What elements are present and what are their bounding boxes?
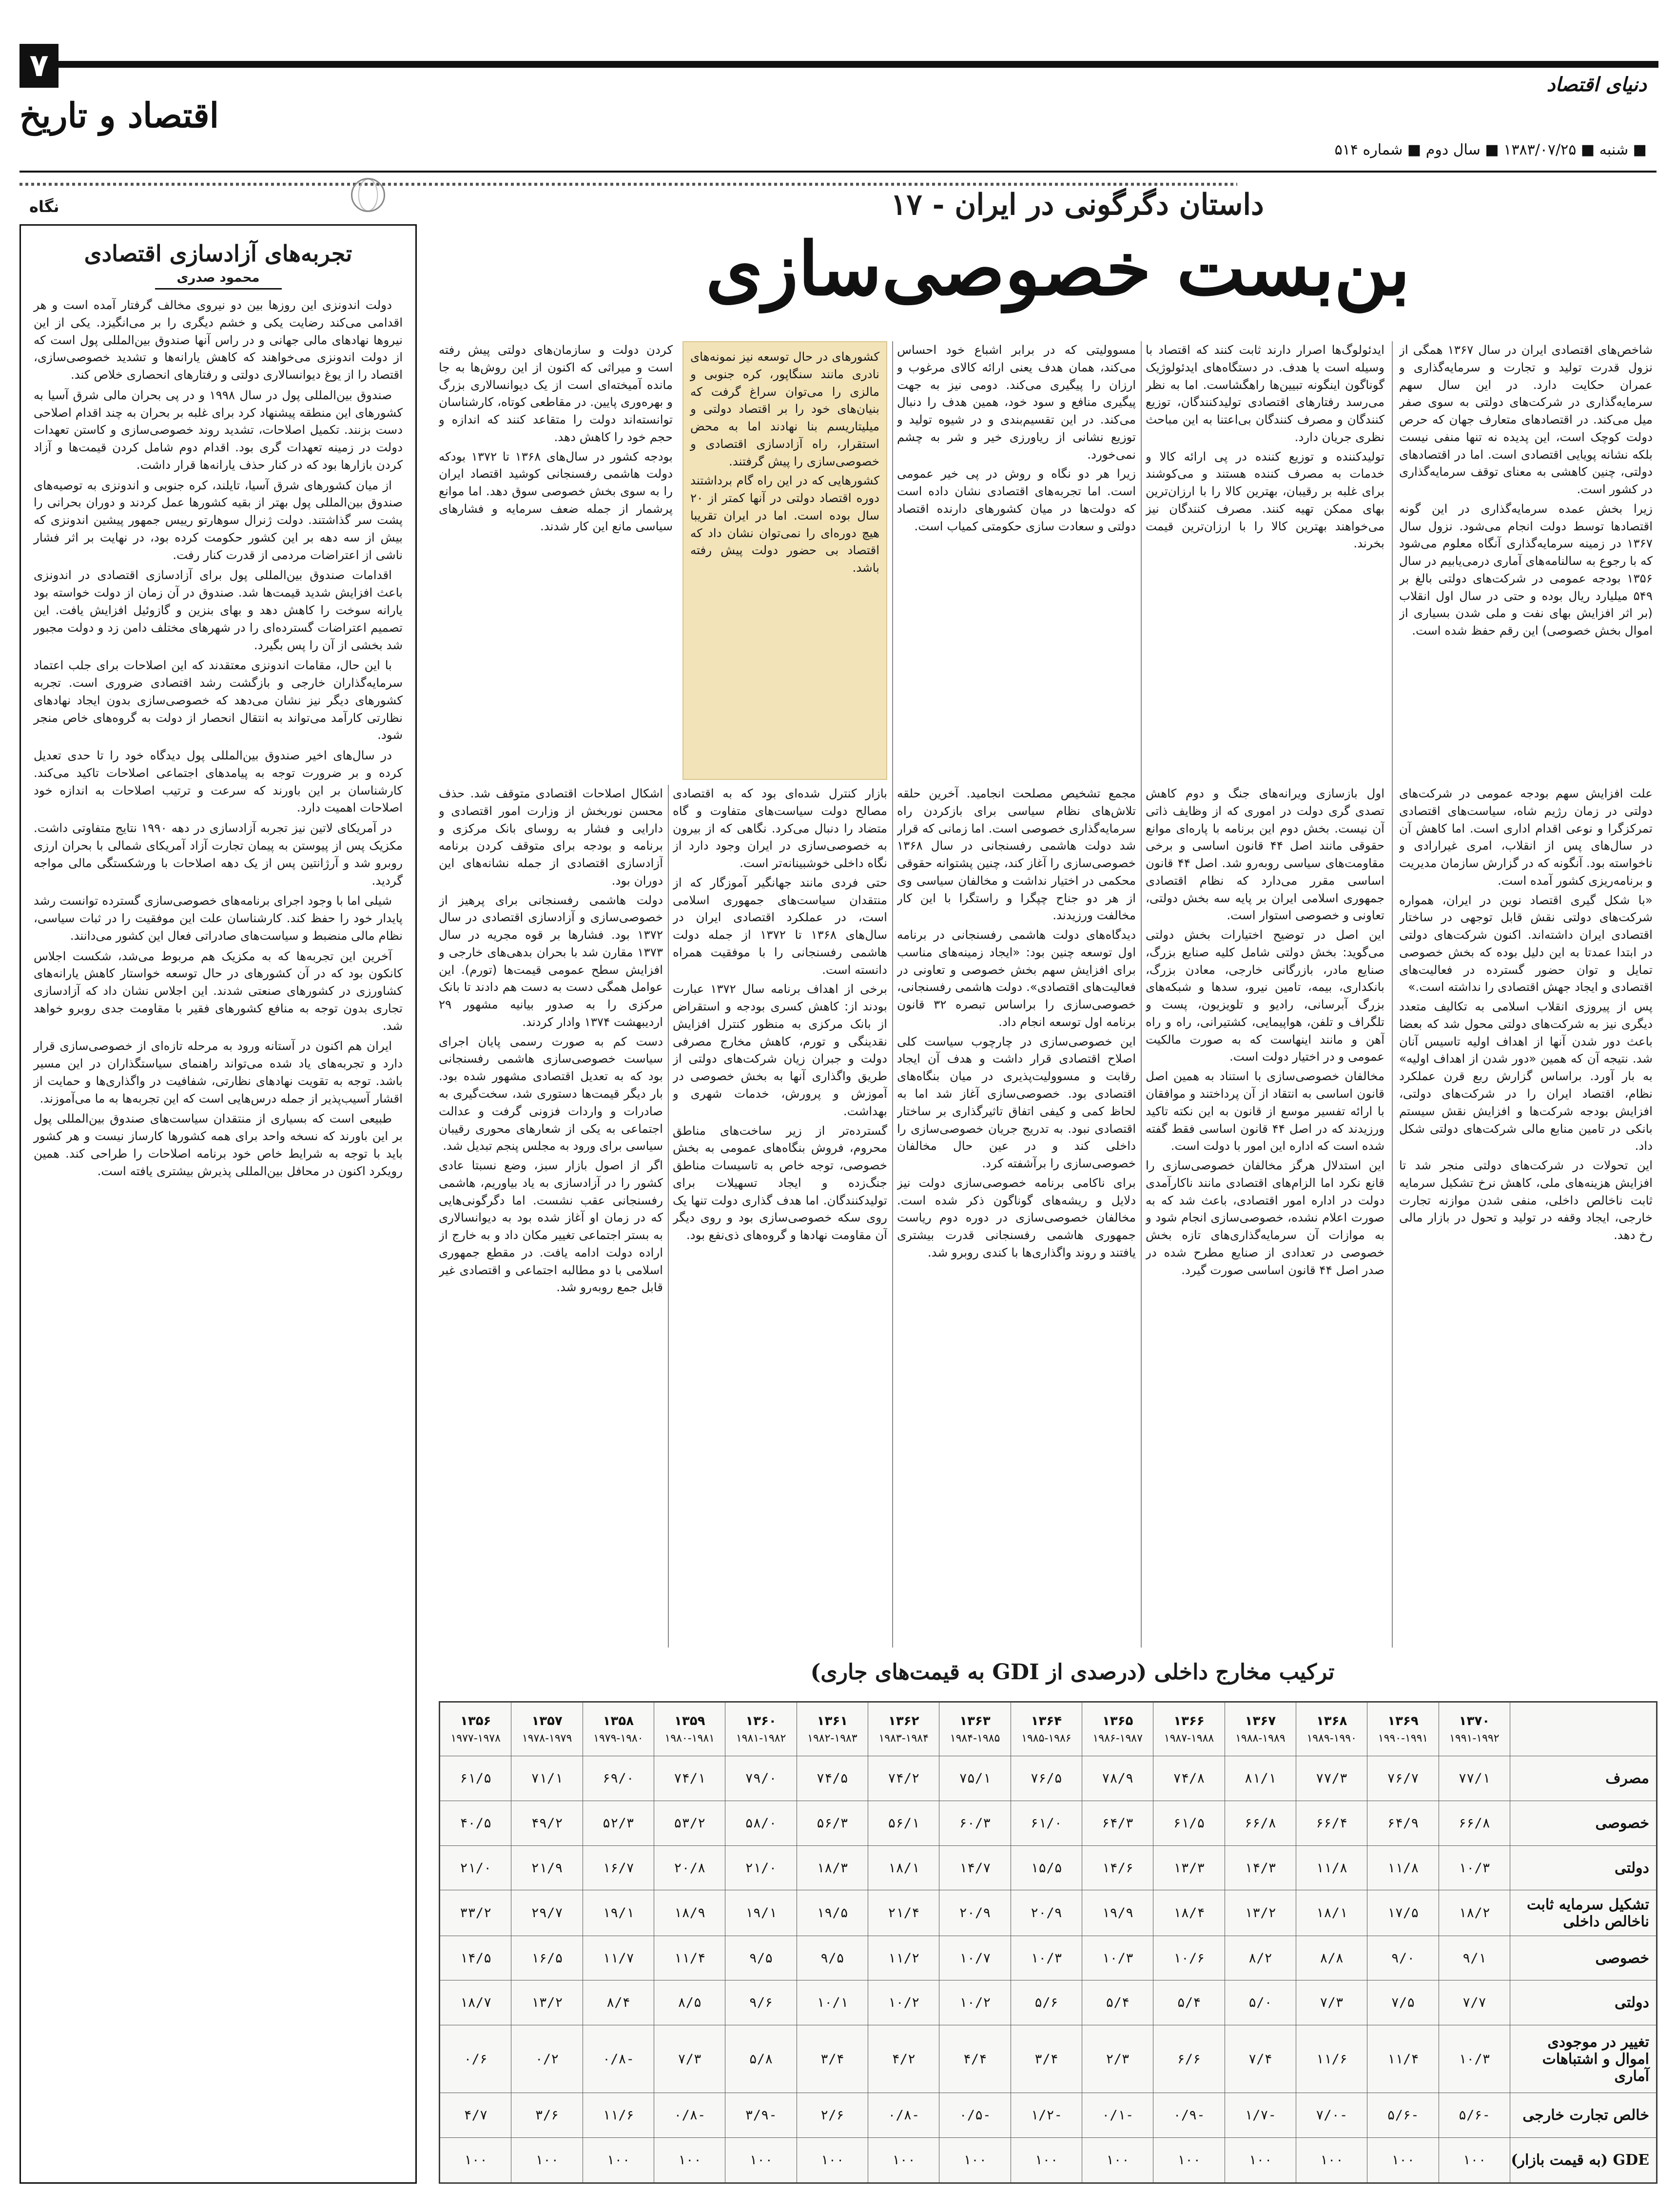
table-corner — [1510, 1703, 1657, 1756]
table-cell: ۱۴/۶ — [1082, 1845, 1153, 1890]
table-cell: ۷۶/۷ — [1367, 1756, 1439, 1801]
table-cell: ۰/۲ — [511, 2025, 583, 2093]
table-cell: ۷۷/۳ — [1296, 1756, 1367, 1801]
paragraph: مخالفان خصوصی‌سازی با استناد به همین اصل قانون اساسی به انتقاد از آن پرداختند و موافقان با ارائه تفسیر موسع از قانون به این نکته تاکید ورزیدند که در اصل ۴۴ قانون اساسی فقط گفته شده است که اداره این امور با دولت است. — [1146, 1069, 1384, 1153]
table-cell: ۱۰/۶ — [1153, 1936, 1225, 1980]
table-cell: ۸/۵ — [654, 1980, 725, 2025]
table-cell: ۷۴/۲ — [868, 1756, 939, 1801]
article-highlight-box — [682, 341, 887, 780]
table-cell: -۱/۲ — [1011, 2093, 1082, 2138]
table-header-row — [440, 1703, 1657, 1756]
table-cell: ۷۱/۱ — [511, 1756, 583, 1801]
table-cell: ۰/۶ — [440, 2025, 511, 2093]
table-cell: ۱۱/۲ — [868, 1936, 939, 1980]
year-range: ۱۹۸۵-۱۹۸۶ — [1021, 1732, 1072, 1745]
year-header — [1367, 1703, 1439, 1756]
table-cell: -۱/۷ — [1225, 2093, 1296, 2138]
table-cell: ۱۰/۱ — [797, 1980, 868, 2025]
section-title: اقتصاد و تاریخ — [19, 95, 219, 136]
table-cell: ۸/۲ — [1225, 1936, 1296, 1980]
table-cell: ۵/۸ — [725, 2025, 797, 2093]
table-cell: ۱۴/۵ — [440, 1936, 511, 1980]
row-label: دولتی — [1510, 1980, 1657, 2025]
paragraph: شاخص‌های اقتصادی ایران در سال ۱۳۶۷ همگی از نزول قدرت تولید و تجارت و سرمایه‌گذاری و عمران حکایت دارد. در این سال سهم سرمایه‌گذاری در شرکت‌های دولتی به سوی صفر میل می‌کند. در اقتصادهای متعارف جهان که حرص دولت کوچک است، این پدیده نه تنها منفی نیست بلکه نشانه پویایی اقتصادی است. اما در اقتصادهای دولتی، چنین کاهشی به معنای توقف سرمایه‌گذاری در کشور است. — [1399, 343, 1653, 497]
year-header — [511, 1703, 583, 1756]
paragraph: بودجه کشور در سال‌های ۱۳۶۸ تا ۱۳۷۲ بودکه دولت هاشمی رفسنجانی کوشید اقتصاد ایران را به سوی بخش خصوصی سوق دهد. اما موانع پرشمار از جمله ضعف سرمایه و فشارهای سیاسی مانع این کار شدند. — [439, 449, 673, 533]
lower-column-2 — [1146, 785, 1384, 1652]
table-cell: ۱۵/۵ — [1011, 1845, 1082, 1890]
table-row — [440, 2093, 1657, 2138]
paragraph: اقدامات صندوق بین‌المللی پول برای آزادسازی اقتصادی در اندونزی باعث افزایش شدید قیمت‌ها شد. صندوق در آن زمان از دولت خواسته بود یارانه سوخت را کاهش دهد و بهای بنزین و گازوئیل افزایش یافت. این تصمیم اعتراضات گسترده‌ای را در شهرهای مختلف دامن زد و دولت مجبور شد بخشی از آن را پس بگیرد. — [34, 568, 403, 652]
table-cell: ۹/۵ — [725, 1936, 797, 1980]
year-header — [725, 1703, 797, 1756]
year-header — [1225, 1703, 1296, 1756]
issue-line: ■ شنبه ■ ۱۳۸۳/۰۷/۲۵ ■ سال دوم ■ شماره ۵۱۴ — [1334, 141, 1647, 158]
expenditure-table — [439, 1701, 1657, 2184]
table-cell: ۱۸/۹ — [654, 1890, 725, 1936]
table-cell: ۱۱/۸ — [1367, 1845, 1439, 1890]
table-row — [440, 1980, 1657, 2025]
table-cell: ۹/۱ — [1439, 1936, 1510, 1980]
table-cell: ۱۱/۶ — [1296, 2025, 1367, 2093]
paragraph: کشورهایی که در این راه گام برداشتند دوره اقتصاد دولتی در آنها کمتر از ۲۰ سال بوده است. اما در ایران تقریبا هیچ دوره‌ای را نمی‌توان نشان داد که اقتصاد بی حضور دولت پیش رفته باشد. — [690, 473, 879, 575]
paragraph: دولت هاشمی رفسنجانی برای پرهیز از خصوصی‌سازی و آزادسازی اقتصادی در سال ۱۳۷۲ بود. فشارها بر قوه مجریه در سال ۱۳۷۳ مقارن شد با بحران بدهی‌های خارجی و افزایش سطح عمومی قیمت‌ها (تورم). این عوامل همگی دست به دست هم دادند تا بانک مرکزی را به صدور بیانیه مشهور ۲۹ اردیبهشت ۱۳۷۴ وادار کردند. — [439, 893, 663, 1029]
article-column-3 — [897, 341, 1136, 780]
table-cell: ۱۷/۵ — [1367, 1890, 1439, 1936]
lower-column-3 — [897, 785, 1136, 1652]
table-cell: ۷/۷ — [1439, 1980, 1510, 2025]
table-cell: ۲/۶ — [797, 2093, 868, 2138]
year-range: ۱۹۷۷-۱۹۷۸ — [450, 1732, 501, 1745]
table-cell: ۱۱/۴ — [1367, 2025, 1439, 2093]
paragraph: این اصل در توضیح اختیارات بخش دولتی می‌گوید: بخش دولتی شامل کلیه صنایع بزرگ، صنایع مادر، بازرگانی خارجی، معادن بزرگ، بانکداری، بیمه، تامین نیرو، سدها و شبکه‌های بزرگ آبرسانی، رادیو و تلویزیون، پست و تلگراف و تلفن، هواپیمایی، کشتیرانی، راه و راه آهن و مانند اینهاست که به صورت مالکیت عمومی و در اختیار دولت است. — [1146, 928, 1384, 1064]
year-header — [868, 1703, 939, 1756]
table-row — [440, 1890, 1657, 1936]
table-cell: ۳/۶ — [511, 2093, 583, 2138]
year-range: ۱۹۸۶-۱۹۸۷ — [1092, 1732, 1143, 1745]
table-cell: ۵۲/۳ — [583, 1801, 654, 1845]
table-title: ترکیب مخارج داخلی (درصدی از GDI به قیمت‌های جاری) — [810, 1660, 1335, 1685]
table-cell: ۷۷/۱ — [1439, 1756, 1510, 1801]
year-label: ۱۳۶۰ — [745, 1714, 777, 1728]
table-cell: ۱۱/۴ — [654, 1936, 725, 1980]
article-column-2 — [1146, 341, 1384, 780]
table-cell: ۱۹/۱ — [583, 1890, 654, 1936]
paragraph: ایران هم اکنون در آستانه ورود به مرحله تازه‌ای از خصوصی‌سازی قرار دارد و تجربه‌های یاد شده می‌تواند راهنمای سیاستگذاران در این مسیر باشد. توجه به تقویت نهادهای نظارتی، شفافیت در واگذاری‌ها و حمایت از اقشار آسیب‌پذیر از جمله درس‌هایی است که این تجربه‌ها به ما می‌آموزند. — [34, 1039, 403, 1106]
column-rule — [1392, 341, 1393, 1648]
table-cell: ۱۰۰ — [1439, 2138, 1510, 2183]
year-label: ۱۳۶۱ — [817, 1714, 848, 1728]
sidebar-box — [19, 224, 417, 2184]
table-cell: ۷/۳ — [654, 2025, 725, 2093]
paragraph: «با شکل گیری اقتصاد نوین در ایران، همواره شرکت‌های دولتی نقش قابل توجهی در ساختار اقتصادی ایران داشته‌اند. اکنون شرکت‌های دولتی در ابتدا عمدتا به این دلیل بوده که بخش خصوصی تمایل و توان حضور گسترده در فعالیت‌های اقتصادی و ایجاد جهش اقتصادی را نداشته است.» — [1399, 893, 1653, 994]
table-cell: ۹/۰ — [1367, 1936, 1439, 1980]
table-cell: -۰/۵ — [939, 2093, 1011, 2138]
year-header — [797, 1703, 868, 1756]
row-label: خالص تجارت خارجی — [1510, 2093, 1657, 2138]
table-cell: ۱۰/۳ — [1439, 1845, 1510, 1890]
table-cell: -۰/۸ — [583, 2025, 654, 2093]
paragraph: از میان کشورهای شرق آسیا، تایلند، کره جنوبی و اندونزی به توصیه‌های صندوق بین‌المللی پول بهتر از بقیه کشورها عمل کردند و دوران بحرانی را پشت سر گذاشتند. دولت ژنرال سوهارتو رییس جمهور پیشین اندونزی که بیش از سه دهه بر این کشور حکومت کرده بود، در نهایت بر اثر فشار ناشی از اعتراضات مردمی از قدرت کنار رفت. — [34, 478, 403, 562]
table-cell: ۵۳/۲ — [654, 1801, 725, 1845]
paragraph: کردن دولت و سازمان‌های دولتی پیش رفته است و میراثی که اکنون از این روش‌ها به جا مانده آمیخته‌ای است از یک دیوانسالاری بزرگ و بهره‌وری پایین. در مقاطعی کوتاه، کارشناسان توانسته‌اند دولت را متقاعد کنند که اندازه و حجم خود را کاهش دهد. — [439, 343, 673, 444]
table-cell: ۴/۷ — [440, 2093, 511, 2138]
table-cell: ۱۰۰ — [725, 2138, 797, 2183]
table-cell: ۱۸/۱ — [1296, 1890, 1367, 1936]
table-cell: ۱۰/۷ — [939, 1936, 1011, 1980]
paragraph: گسترده‌تر از زیر ساخت‌های مناطق محروم، فروش بنگاه‌های عمومی به بخش خصوصی، توجه خاص به تاسیسات مناطق جنگ‌زده و ایجاد تسهیلات برای تولیدکنندگان. اما هدف گذاری دولت تنها یک روی سکه خصوصی‌سازی بود و روی دیگر آن مقاومت نهادها و گروه‌های ذی‌نفع بود. — [673, 1123, 887, 1242]
table-cell: ۱۴/۳ — [1225, 1845, 1296, 1890]
table-cell: ۷۴/۵ — [797, 1756, 868, 1801]
paragraph: شیلی اما با وجود اجرای برنامه‌های خصوصی‌سازی گسترده توانست رشد پایدار خود را حفظ کند. کارشناسان علت این موفقیت را در ثبات سیاسی، نظام مالی منضبط و سیاست‌های صادراتی فعال این کشور می‌دانند. — [34, 893, 403, 943]
row-label: GDE (به قیمت بازار) — [1510, 2138, 1657, 2183]
issue-rule — [19, 171, 1657, 173]
year-range: ۱۹۸۰-۱۹۸۱ — [664, 1732, 715, 1745]
table-cell: ۷۴/۸ — [1153, 1756, 1225, 1801]
year-header — [1082, 1703, 1153, 1756]
table-cell: ۱۰۰ — [1011, 2138, 1082, 2183]
paragraph: زیرا هر دو نگاه و روش در پی خیر عمومی است. اما تجربه‌های اقتصادی نشان داده است که دولت‌ها در میان کشورهای دارنده اقتصاد دولتی و سعادت سازی حکومتی کمیاب است. — [897, 466, 1136, 533]
table-cell: ۶۶/۸ — [1225, 1801, 1296, 1845]
paragraph: پس از پیروزی انقلاب اسلامی به تکالیف متعدد دیگری نیز به شرکت‌های دولتی محول شد که بعضا باعث دور شدن آنها از اهداف اولیه تاسیس آنان شد. نتیجه آن که همین «دور شدن از اهداف اولیه» به بار آورد. براساس گزارش ربع قرن عملکرد نظام، اقتصاد ایران را در شرکت‌های دولتی، افزایش بودجه شرکت‌ها و افزایش نقش سیستم بانکی در تامین منابع مالی شرکت‌های دولتی شکل داد. — [1399, 999, 1653, 1153]
table-cell: ۷/۳ — [1296, 1980, 1367, 2025]
year-range: ۱۹۸۳-۱۹۸۴ — [878, 1732, 929, 1745]
table-cell: ۱۸/۱ — [868, 1845, 939, 1890]
table-cell: -۰/۸ — [868, 2093, 939, 2138]
table-cell: ۸/۴ — [583, 1980, 654, 2025]
year-range: ۱۹۷۸-۱۹۷۹ — [522, 1732, 572, 1745]
lower-column-4 — [673, 785, 887, 1652]
column-rule — [1141, 341, 1142, 1648]
table-cell: ۱۴/۷ — [939, 1845, 1011, 1890]
year-header — [583, 1703, 654, 1756]
dotted-divider — [19, 183, 1237, 186]
paragraph: تولیدکننده و توزیع کننده در پی ارائه کالا و خدمات به مصرف کننده هستند و می‌کوشند برای غلبه بر رقیبان، بهترین کالا را با ارزان‌ترین بهای ممکن تهیه کنند. مصرف کنندگان نیز می‌خواهند بهترین کالا را با ارزان‌ترین قیمت بخرند. — [1146, 449, 1384, 551]
table-cell: ۱۹/۱ — [725, 1890, 797, 1936]
table-cell: ۵/۶ — [1011, 1980, 1082, 2025]
table-cell: ۵/۴ — [1153, 1980, 1225, 2025]
table-cell: ۵۶/۱ — [868, 1801, 939, 1845]
table-cell: -۷/۰ — [1296, 2093, 1367, 2138]
table-cell: ۱۰/۳ — [1439, 2025, 1510, 2093]
table-cell: ۱۳/۲ — [1225, 1890, 1296, 1936]
column-label: نگاه — [29, 197, 59, 216]
table-row — [440, 1801, 1657, 1845]
table-cell: ۴/۲ — [868, 2025, 939, 2093]
table-cell: ۲۱/۰ — [440, 1845, 511, 1890]
year-header — [1011, 1703, 1082, 1756]
paragraph: در آمریکای لاتین نیز تجربه آزادسازی در دهه ۱۹۹۰ نتایج متفاوتی داشت. مکزیک پس از پیوستن به پیمان تجارت آزاد آمریکای شمالی با بحران ارزی روبرو شد و آرژانتین پس از یک دهه اصلاحات با ورشکستگی مالی مواجه گردید. — [34, 821, 403, 888]
paragraph: اگر از اصول بازار سبز، وضع نسبتا عادی کشور را در آزادسازی به یاد بیاوریم، هاشمی رفسنجانی عقب نشست. اما دگرگونی‌هایی که در زمان او آغاز شده بود به دیوانسالاری به بستر اجتماعی تغییر مکان داد و به خارج از اراده دولت ادامه یافت. در مقطع جمهوری اسلامی با دو مطالبه اجتماعی و اقتصادی غیر قابل جمع روبه‌رو شد. — [439, 1158, 663, 1295]
table-cell: ۱۰۰ — [1082, 2138, 1153, 2183]
table-cell: ۵/۴ — [1082, 1980, 1153, 2025]
table-cell: ۱۰۰ — [868, 2138, 939, 2183]
table-cell: -۵/۶ — [1367, 2093, 1439, 2138]
row-label: مصرف — [1510, 1756, 1657, 1801]
table-cell: -۳/۹ — [725, 2093, 797, 2138]
paragraph: طبیعی است که بسیاری از منتقدان سیاست‌های صندوق بین‌المللی پول بر این باورند که نسخه واحد برای همه کشورها کارساز نیست و هر کشور باید با توجه به شرایط خاص خود برنامه اصلاحات را طراحی کند. همین رویکرد اکنون در محافل بین‌المللی پذیرش بیشتری یافته است. — [34, 1111, 403, 1178]
year-label: ۱۳۶۳ — [959, 1714, 991, 1728]
table-cell: ۳۳/۲ — [440, 1890, 511, 1936]
paragraph: مسوولیتی که در برابر اشباع خود احساس می‌کند، همان هدف یعنی ارائه کالای مرغوب و ارزان را پیگیری می‌کند. دومی نیز به جهت پیگیری منافع و سود خود، همین هدف را دنبال می‌کند. در این تقسیم‌بندی و در شیوه تولید و توزیع نشانی از ریاورزی خیر و شر به چشم نمی‌خورد. — [897, 343, 1136, 462]
table-cell: ۱۰۰ — [1225, 2138, 1296, 2183]
table-cell: ۹/۶ — [725, 1980, 797, 2025]
table-cell: ۶۰/۳ — [939, 1801, 1011, 1845]
table-cell: ۱۰۰ — [583, 2138, 654, 2183]
top-rule — [58, 61, 1658, 68]
year-header — [1296, 1703, 1367, 1756]
year-header — [1439, 1703, 1510, 1756]
table-cell: ۲۱/۰ — [725, 1845, 797, 1890]
year-label: ۱۳۵۷ — [531, 1714, 563, 1728]
year-range: ۱۹۸۷-۱۹۸۸ — [1164, 1732, 1214, 1745]
year-label: ۱۳۷۰ — [1459, 1714, 1490, 1728]
table-cell: ۲/۳ — [1082, 2025, 1153, 2093]
table-cell: ۲۰/۹ — [1011, 1890, 1082, 1936]
table-cell: ۶۴/۳ — [1082, 1801, 1153, 1845]
table-cell: ۷۹/۰ — [725, 1756, 797, 1801]
table-row — [440, 1845, 1657, 1890]
table-cell: ۱۰۰ — [440, 2138, 511, 2183]
paragraph: برخی از اهداف برنامه سال ۱۳۷۲ عبارت بودند از: کاهش کسری بودجه و استقراض از بانک مرکزی به منظور کنترل افزایش نقدینگی و تورم، کاهش مخارج مصرفی دولت و جبران زیان شرکت‌های دولتی از طریق واگذاری آنها به بخش خصوصی در آموزش و پرورش، خدمات شهری و بهداشت. — [673, 982, 887, 1118]
article-headline: بن‌بست خصوصی‌سازی — [705, 226, 1410, 312]
year-label: ۱۳۶۹ — [1387, 1714, 1419, 1728]
sidebar-author: محمود صدری — [176, 271, 260, 285]
paragraph: برای ناکامی برنامه خصوصی‌سازی دولت نیز دلایل و ریشه‌های گوناگون ذکر شده است. مخالفان خصوصی‌سازی در دوره دوم ریاست جمهوری هاشمی رفسنجانی قدرت بیشتری یافتند و روند واگذاری‌ها با کندی روبرو شد. — [897, 1175, 1136, 1260]
table-row — [440, 1756, 1657, 1801]
table-cell: ۱۰/۳ — [1082, 1936, 1153, 1980]
table-cell: -۵/۶ — [1439, 2093, 1510, 2138]
paragraph: این استدلال هرگز مخالفان خصوصی‌سازی را قانع نکرد اما الزام‌های اقتصادی مانند ناکارآمدی دولت در اداره امور اقتصادی، باعث شد که به صورت اعلام نشده، خصوصی‌سازی انجام شود و به موازات آن سرمایه‌گذاری‌های تازه بخش خصوصی در تعدادی از صنایع مطرح شده در صدر اصل ۴۴ قانون اساسی صورت گیرد. — [1146, 1158, 1384, 1277]
row-label: خصوصی — [1510, 1801, 1657, 1845]
paragraph: با این حال، مقامات اندونزی معتقدند که این اصلاحات برای جلب اعتماد سرمایه‌گذاران خارجی و بازگشت رشد اقتصادی ضروری است. تجربه کشورهای دیگر نیز نشان می‌دهد که خصوصی‌سازی بدون ایجاد نهادهای نظارتی کارآمد می‌تواند به انتقال انحصار از دولت به گروه‌های خاص منجر شود. — [34, 658, 403, 742]
table-cell: ۱۰۰ — [797, 2138, 868, 2183]
lower-column-5 — [439, 785, 663, 1652]
table-cell: ۱۸/۴ — [1153, 1890, 1225, 1936]
table-cell: ۵۸/۰ — [725, 1801, 797, 1845]
table-cell: ۱۰۰ — [939, 2138, 1011, 2183]
table-cell: ۴۹/۲ — [511, 1801, 583, 1845]
row-label: خصوصی — [1510, 1936, 1657, 1980]
table-cell: ۱۸/۷ — [440, 1980, 511, 2025]
paragraph: اشکال اصلاحات اقتصادی متوقف شد. حذف محسن نوربخش از وزارت امور اقتصادی و دارایی و فشار به روسای بانک مرکزی و برنامه و بودجه برای متوقف کردن برنامه آزادسازی اقتصادی از جمله نشانه‌های این دوران بود. — [439, 786, 663, 888]
year-label: ۱۳۵۹ — [674, 1714, 705, 1728]
table-row — [440, 1936, 1657, 1980]
table-cell: ۳/۴ — [1011, 2025, 1082, 2093]
table-cell: ۶۴/۹ — [1367, 1801, 1439, 1845]
table-body — [440, 1756, 1657, 2183]
year-range: ۱۹۸۲-۱۹۸۳ — [807, 1732, 857, 1745]
paragraph: حتی فردی مانند جهانگیر آموزگار که از منتقدان سیاست‌های جمهوری اسلامی است، در عملکرد اقتصادی ایران در سال‌های ۱۳۶۸ تا ۱۳۷۲ از جمله دولت هاشمی رفسنجانی را با موفقیت همراه دانسته است. — [673, 875, 887, 977]
table-cell: ۱۰/۲ — [939, 1980, 1011, 2025]
table-cell: ۶۱/۵ — [1153, 1801, 1225, 1845]
table-cell: ۴/۴ — [939, 2025, 1011, 2093]
sidebar-title: تجربه‌های آزادسازی اقتصادی — [84, 240, 352, 267]
year-header — [440, 1703, 511, 1756]
column-rule — [892, 341, 893, 1648]
table-cell: ۷/۴ — [1225, 2025, 1296, 2093]
table-cell: ۴۰/۵ — [440, 1801, 511, 1845]
table-cell: ۶۱/۰ — [1011, 1801, 1082, 1845]
table-cell: ۶۹/۰ — [583, 1756, 654, 1801]
paragraph: صندوق بین‌المللی پول در سال ۱۹۹۸ و در پی بحران مالی شرق آسیا به کشورهای این منطقه پیشنهاد کرد برای غلبه بر بحران به چند اقدام اصلاحی دست بزنند. تکمیل اصلاحات، تشدید روند خصوصی‌سازی و کاستن تعهدات دولت در زمینه تعهدات گری بود. اقدام دوم شامل کردن قیمت‌ها و آزاد کردن بازارها بود که در کنار حذف یارانه‌ها قرار داشت. — [34, 388, 403, 472]
paragraph: این تحولات در شرکت‌های دولتی منجر شد تا افزایش هزینه‌های ملی، کاهش نرخ تشکیل سرمایه ثابت ناخالص داخلی، منفی شدن موازنه تجارت خارجی، ایجاد وقفه در تولید و تحول در بازار مالی رخ دهد. — [1399, 1158, 1653, 1242]
table-cell: ۸/۸ — [1296, 1936, 1367, 1980]
sidebar-body — [34, 296, 403, 1180]
paragraph: دیدگاه‌های دولت هاشمی رفسنجانی در برنامه اول توسعه چنین بود: «ایجاد زمینه‌های مناسب برای افزایش سهم بخش خصوصی و تعاونی در فعالیت‌های اقتصادی». دولت هاشمی رفسنجانی، خصوصی‌سازی را براساس تبصره ۳۲ قانون برنامه اول توسعه انجام داد. — [897, 928, 1136, 1029]
article-column-5 — [439, 341, 673, 780]
paragraph: آخرین این تجربه‌ها که به مکزیک هم مربوط می‌شد، شکست اجلاس کانکون بود که در آن کشورهای در حال توسعه خواستار کاهش یارانه‌های کشاورزی در کشورهای صنعتی شدند. این اجلاس نشان داد که آزادسازی تجاری بدون توجه به منافع کشورهای فقیر با مقاومت جدی روبرو خواهد شد. — [34, 949, 403, 1033]
year-range: ۱۹۸۴-۱۹۸۵ — [950, 1732, 1000, 1745]
table-cell: ۶۶/۸ — [1439, 1801, 1510, 1845]
table-cell: ۵۶/۳ — [797, 1801, 868, 1845]
year-range: ۱۹۸۱-۱۹۸۲ — [736, 1732, 786, 1745]
table-row — [440, 2138, 1657, 2183]
table-cell: ۷۵/۱ — [939, 1756, 1011, 1801]
table-cell: ۱۰۰ — [1367, 2138, 1439, 2183]
table-cell: ۱۰۰ — [1296, 2138, 1367, 2183]
paragraph: دست کم به صورت رسمی پایان اجرای سیاست خصوصی‌سازی هاشمی رفسنجانی بود که به تعدیل اقتصادی مشهور شده بود. بار دیگر قیمت‌ها دستوری شد، سخت‌گیری به صادرات و واردات فزونی گرفت و عدالت اجتماعی به یکی از شعارهای محوری رقیبان سیاسی برای ورود به مجلس پنجم تبدیل شد. — [439, 1034, 663, 1153]
table-cell: ۱۱/۶ — [583, 2093, 654, 2138]
table-cell: ۱۶/۵ — [511, 1936, 583, 1980]
year-header — [654, 1703, 725, 1756]
table-cell: -۰/۹ — [1153, 2093, 1225, 2138]
table-cell: ۱۳/۳ — [1153, 1845, 1225, 1890]
year-label: ۱۳۵۸ — [603, 1714, 634, 1728]
year-label: ۱۳۶۵ — [1102, 1714, 1133, 1728]
table-cell: ۱۹/۵ — [797, 1890, 868, 1936]
paragraph: اول بازسازی ویرانه‌های جنگ و دوم کاهش تصدی گری دولت در اموری که از وظایف ذاتی آن نیست. بخش دوم این برنامه با پاره‌ای موانع حقوقی مانند اصل ۴۴ قانون اساسی و برخی مقاومت‌های سیاسی روبه‌رو شد. اصل ۴۴ قانون اساسی مقرر می‌دارد که نظام اقتصادی جمهوری اسلامی ایران بر پایه سه بخش دولتی، تعاونی و خصوصی استوار است. — [1146, 786, 1384, 923]
table-cell: ۸۱/۱ — [1225, 1756, 1296, 1801]
row-label: تغییر در موجودی اموال و اشتباهات آماری — [1510, 2025, 1657, 2093]
table-cell: ۷۸/۹ — [1082, 1756, 1153, 1801]
table-cell: ۲۱/۴ — [868, 1890, 939, 1936]
table-cell: ۱۸/۳ — [797, 1845, 868, 1890]
paragraph: علت افزایش سهم بودجه عمومی در شرکت‌های دولتی در زمان رژیم شاه، سیاست‌های اقتصادی تمرکزگرا و نوعی اقدام اداری است. اما کاهش آن در سال‌های پس از انقلاب، امری غیرارادی و ناخواسته بود. آنگونه که در گزارش سازمان مدیریت و برنامه‌ریزی کشور آمده است. — [1399, 786, 1653, 888]
row-label: دولتی — [1510, 1845, 1657, 1890]
year-label: ۱۳۶۲ — [888, 1714, 919, 1728]
year-header — [939, 1703, 1011, 1756]
table-cell: ۱۶/۷ — [583, 1845, 654, 1890]
year-label: ۱۳۵۶ — [460, 1714, 491, 1728]
table-cell: ۶۱/۵ — [440, 1756, 511, 1801]
table-cell: ۳/۴ — [797, 2025, 868, 2093]
year-range: ۱۹۸۸-۱۹۸۹ — [1235, 1732, 1286, 1745]
table-cell: ۱۰۰ — [511, 2138, 583, 2183]
table-cell: ۱۳/۲ — [511, 1980, 583, 2025]
table-cell: ۱۸/۲ — [1439, 1890, 1510, 1936]
table-cell: ۱۰۰ — [654, 2138, 725, 2183]
table-cell: ۱۱/۷ — [583, 1936, 654, 1980]
table-cell: ۲۱/۹ — [511, 1845, 583, 1890]
paragraph: بازار کنترل شده‌ای بود که به اقتصادی مصالح دولت سیاست‌های متفاوت و گاه متضاد را دنبال می‌کرد. نگاهی که از بیرون به خصوصی‌سازی در ایران وجود دارد از نگاه داخلی خوشبینانه‌تر است. — [673, 786, 887, 871]
table-cell: ۱۰/۲ — [868, 1980, 939, 2025]
table-cell: ۶۶/۴ — [1296, 1801, 1367, 1845]
year-range: ۱۹۹۱-۱۹۹۲ — [1449, 1732, 1500, 1745]
table-cell: ۶/۶ — [1153, 2025, 1225, 2093]
year-range: ۱۹۸۹-۱۹۹۰ — [1306, 1732, 1357, 1745]
table-cell: ۱۱/۸ — [1296, 1845, 1367, 1890]
year-label: ۱۳۶۶ — [1173, 1714, 1205, 1728]
table-cell: -۰/۸ — [654, 2093, 725, 2138]
table-cell: ۲۹/۷ — [511, 1890, 583, 1936]
article-kicker: داستان دگرگونی در ایران - ۱۷ — [891, 188, 1264, 222]
paragraph: زیرا بخش عمده سرمایه‌گذاری در این گونه اقتصادها توسط دولت انجام می‌شود. نزول سال ۱۳۶۷ در زمینه سرمایه‌گذاری آنگاه معلوم می‌شود که با رجوع به سالنامه‌های آماری درمی‌یابیم در سال ۱۳۵۶ بودجه عمومی در شرکت‌های دولتی بالغ بر ۵۴۹ میلیارد ریال بوده و حتی در سال اول انقلاب (بر اثر افزایش بهای نفت و ملی شدن بسیاری از اموال بخش خصوصی) این رقم حفظ شده است. — [1399, 501, 1653, 638]
table-cell: ۷۴/۱ — [654, 1756, 725, 1801]
year-label: ۱۳۶۷ — [1245, 1714, 1276, 1728]
year-range: ۱۹۹۰-۱۹۹۱ — [1378, 1732, 1428, 1745]
table-cell: ۱۰/۳ — [1011, 1936, 1082, 1980]
paragraph: مجمع تشخیص مصلحت انجامید. آخرین حلقه تلاش‌های نظام سیاسی برای بازکردن راه سرمایه‌گذاری خصوصی است. اما زمانی که قرار شد دولت هاشمی رفسنجانی در سال ۱۳۶۸ خصوصی‌سازی را آغاز کند، چنین پشتوانه حقوقی محکمی در اختیار نداشت و مخالفان سیاسی وی از هر دو جناح چپگرا و راستگرا با این کار مخالفت ورزیدند. — [897, 786, 1136, 923]
table-cell: ۲۰/۹ — [939, 1890, 1011, 1936]
year-range: ۱۹۷۹-۱۹۸۰ — [593, 1732, 643, 1745]
brand-logo: دنیای اقتصاد — [1546, 73, 1647, 96]
year-label: ۱۳۶۴ — [1031, 1714, 1062, 1728]
table-row — [440, 2025, 1657, 2093]
paragraph: در سال‌های اخیر صندوق بین‌المللی پول دیدگاه خود را تا حدی تعدیل کرده و بر ضرورت توجه به پیامدهای اجتماعی اصلاحات تاکید می‌کند. کارشناسان بر این باورند که سرعت و ترتیب اصلاحات به اندازه خود اصلاحات اهمیت دارد. — [34, 748, 403, 815]
paragraph: دولت اندونزی این روزها بین دو نیروی مخالف گرفتار آمده است و هر اقدامی می‌کند رضایت یکی و خشم دیگری را بر می‌انگیزد. یکی از این نیروها نهادهای مالی جهانی و در راس آنها صندوق بین‌المللی پول است که از دولت اندونزی می‌خواهند که کاهش یارانه‌ها و تشدید خصوصی‌سازی، اقتصاد را از یوغ دیوانسالاری دولتی و رفتارهای انحصاری خلاص کند. — [34, 298, 403, 382]
table-cell: ۵/۰ — [1225, 1980, 1296, 2025]
table-cell: ۱۰۰ — [1153, 2138, 1225, 2183]
byline-rule — [155, 288, 282, 290]
table-cell: -۰/۱ — [1082, 2093, 1153, 2138]
table-cell: ۱۹/۹ — [1082, 1890, 1153, 1936]
table-cell: ۷/۵ — [1367, 1980, 1439, 2025]
paragraph: ایدئولوگ‌ها اصرار دارند ثابت کنند که اقتصاد با وسیله است یا هدف. در دستگاه‌های ایدئولوژیک گوناگون اینگونه تبیین‌ها راهگشاست. اما به نظر می‌رسد رفتارهای اقتصادی تولیدکنندگان، توزیع کنندگان و مصرف کنندگان بی‌اعتنا به این مباحث نظری جریان دارد. — [1146, 343, 1384, 444]
row-label: تشکیل سرمایه ثابت ناخالص داخلی — [1510, 1890, 1657, 1936]
table-cell: ۹/۵ — [797, 1936, 868, 1980]
table-cell: ۷۶/۵ — [1011, 1756, 1082, 1801]
paragraph: این خصوصی‌سازی در چارچوب سیاست کلی اصلاح اقتصادی قرار داشت و هدف آن ایجاد رقابت و مسوولیت‌پذیری در میان بنگاه‌های اقتصادی بود. خصوصی‌سازی آغاز شد اما به لحاظ کمی و کیفی اتفاق تاثیرگذاری بر ساختار اقتصادی نبود. به تدریج جریان خصوصی‌سازی را داخلی کند و در عین حال مخالفان خصوصی‌سازی را برآشفته کرد. — [897, 1034, 1136, 1171]
article-column-1 — [1399, 341, 1653, 780]
column-rule — [668, 785, 669, 1648]
paragraph: کشورهای در حال توسعه نیز نمونه‌های نادری مانند سنگاپور، کره جنوبی و مالزی را می‌توان سراغ گرفت که بنیان‌های خود را بر اقتصاد دولتی و میلیتاریسم بنا نهادند اما به محض استقرار، راه آزادسازی اقتصادی و خصوصی‌سازی را پیش گرفتند. — [690, 349, 879, 468]
year-label: ۱۳۶۸ — [1316, 1714, 1347, 1728]
globe-icon — [351, 178, 385, 212]
table-cell: ۲۰/۸ — [654, 1845, 725, 1890]
year-header — [1153, 1703, 1225, 1756]
page-number: ۷ — [19, 44, 58, 88]
